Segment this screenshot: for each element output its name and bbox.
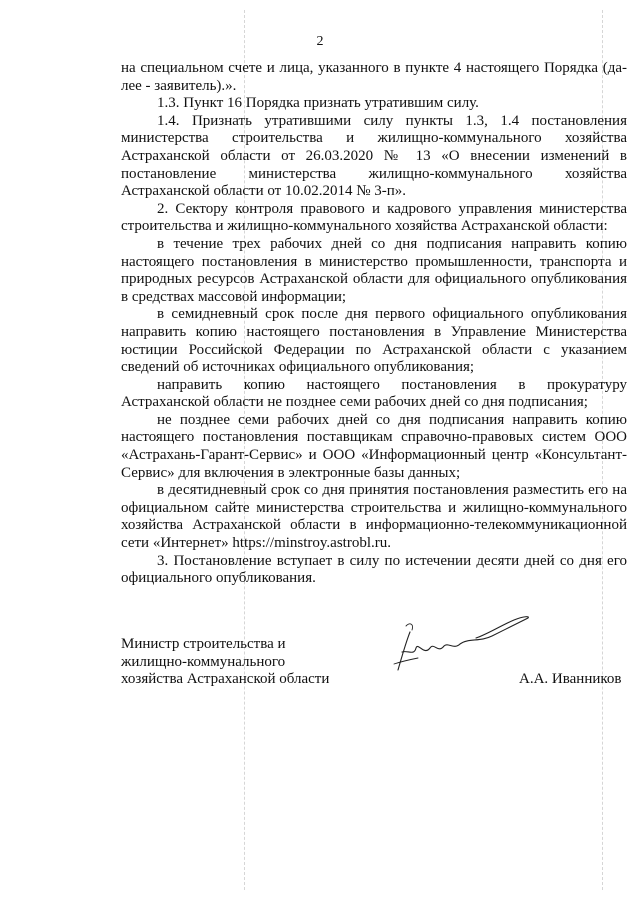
paragraph-2-item-1: в течение трех рабочих дней со дня подписания направить копию настоящего постановления в министерство промышленности, транспорта и природных ресурсов Астраханской области для официального опубликования в средствах массовой информации; xyxy=(121,235,627,305)
signatory-position-line: Министр строительства и xyxy=(121,636,286,652)
page-number: 2 xyxy=(316,34,324,49)
signatory-position-line: жилищно-коммунального xyxy=(121,653,286,670)
signatory-name: А.А. Иванников xyxy=(519,671,622,687)
signatory-position xyxy=(121,636,329,689)
paragraph-2-item-3: направить копию настоящего постановления в прокуратуру Астраханской области не позднее семи рабочих дней со дня подписания; xyxy=(121,376,627,411)
paragraph-1-4: 1.4. Признать утратившими силу пункты 1.3, 1.4 постановления министерства строительства и жилищно-коммунального хозяйства Астраханской области от 26.03.2020 № 13 «О внесении изменений в постановление министерства жилищно-коммунального хозяйства Астраханской области от 10.02.2014 № 3-п». xyxy=(121,112,627,200)
paragraph-1-3: 1.3. Пункт 16 Порядка признать утратившим силу. xyxy=(157,95,479,112)
paragraph-3: 3. Постановление вступает в силу по истечении десяти дней со дня его официального опубликования. xyxy=(121,552,627,587)
document-body xyxy=(121,60,627,588)
paragraph-continuation: на специальном счете и лица, указанного в пункте 4 настоящего Порядка (да-лее - заявитель).». xyxy=(121,60,627,94)
paragraph-2-item-4: не позднее семи рабочих дней со дня подписания направить копию настоящего постановления поставщикам справочно-правовых систем ООО «Астрахань-Гарант-Сервис» и ООО «Информационный центр «Консультант-Сервис» для включения в электронные базы данных; xyxy=(121,411,627,481)
paragraph-2-item-2: в семидневный срок после дня первого официального опубликования направить копию настоящего постановления в Управление Министерства юстиции Российской Федерации по Астраханской области с указанием сведений об источниках официального опубликования; xyxy=(121,306,627,376)
paragraph-2: 2. Сектору контроля правового и кадрового управления министерства строительства и жилищно-коммунального хозяйства Астраханской области: xyxy=(121,200,627,235)
handwritten-signature xyxy=(388,612,533,674)
paragraph-2-item-5: в десятидневный срок со дня принятия постановления разместить его на официальном сайте министерства строительства и жилищно-коммунального хозяйства Астраханской области в информационно-телекоммуникационной сети «Интернет» https://minstroy.astrobl.ru. xyxy=(121,482,627,552)
signatory-position-line: хозяйства Астраханской области xyxy=(121,671,330,688)
